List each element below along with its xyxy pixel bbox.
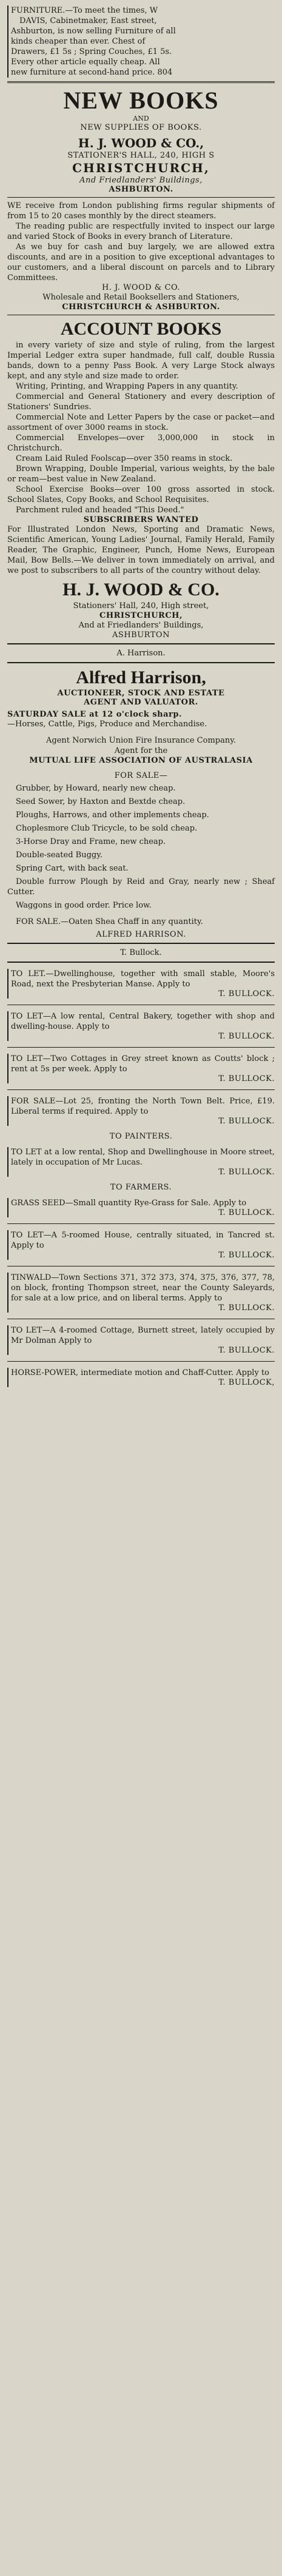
notice-text: TINWALD—Town Sections 371, 372 373, 374, 375, 376, 377, 78, on block, fronting Thompson street, near the County Saleyards, for sale at a low price, and on liberal terms. Apply to: [11, 1273, 275, 1303]
notice-signature: T. BULLOCK.: [218, 1074, 275, 1083]
divider: [7, 1223, 275, 1224]
bullock-ad: [7, 948, 275, 1387]
notice-text: TO LET—Two Cottages in Grey street known as Coutts' block ; rent at 5s per week. Apply to: [11, 1054, 275, 1074]
saturday-sale-2: —Horses, Cattle, Pigs, Produce and Merchandise.: [7, 720, 207, 729]
new-books-ad: [7, 87, 275, 312]
sale-item: Seed Sower, by Haxton and Bextde cheap.: [16, 797, 186, 806]
notice-text: TO LET—A 4-roomed Cottage, Burnett street, lately occupied by Mr Dolman Apply to: [11, 1326, 275, 1345]
account-para: Parchment ruled and headed "This Deed.": [16, 506, 184, 515]
bullock-notice: [7, 1325, 275, 1355]
bullock-notice: [7, 969, 275, 999]
harrison-role: AUCTIONEER, STOCK AND ESTATE: [57, 689, 225, 698]
new-books-title: NEW BOOKS: [63, 87, 219, 114]
sale-item: Waggons in good order. Price low.: [16, 901, 152, 910]
farmers-heading: TO FARMERS.: [110, 1183, 172, 1192]
harrison-signature: ALFRED HARRISON.: [96, 930, 186, 939]
bullock-notice: [7, 1198, 275, 1217]
divider: [7, 662, 275, 663]
firm-address: STATIONER'S HALL, 240, HIGH S: [67, 151, 215, 160]
ad1-line: FURNITURE.—To meet the times, W: [11, 6, 158, 15]
for-sale-label: FOR SALE—: [114, 771, 168, 780]
notice-text: TO LET—A 5-roomed House, centrally situated, in Tancred st. Apply to: [11, 1231, 275, 1250]
bullock-header: T. Bullock.: [120, 948, 162, 957]
account-para: Writing, Printing, and Wrapping Papers in any quantity.: [16, 382, 238, 391]
notice-signature: T. BULLOCK.: [218, 1346, 275, 1355]
account-books-ad: [7, 318, 275, 640]
sale-item: Double-seated Buggy.: [16, 851, 102, 860]
ad1-line: kinds cheaper than ever. Chest of: [11, 37, 146, 46]
firm-town-2: ASHBURTON: [112, 631, 170, 640]
firm-name-large: H. J. WOOD & CO.: [62, 580, 220, 600]
account-para: Commercial Note and Letter Papers by the case or packet—and assortment of over 3000 reams in stock.: [7, 413, 275, 432]
notice-signature: T. BULLOCK.: [218, 1251, 275, 1260]
account-para: Brown Wrapping, Double Imperial, various weights, by the bale or ream—best value in New Zealand.: [7, 464, 275, 484]
notice-signature: T. BULLOCK.: [218, 1032, 275, 1041]
agent-line-2: Agent for the: [114, 746, 168, 755]
notice-signature: T. BULLOCK,: [218, 1378, 275, 1387]
divider: [7, 1047, 275, 1048]
saturday-sale: SATURDAY SALE at 12 o'clock sharp.: [7, 710, 183, 719]
account-para: in every variety of size and style of ruling, from the largest Imperial Ledger extra super handmade, full calf, double Russia bands, down to a penny Pass Book. A very Large Stock always kept, and any style and size made to order.: [7, 341, 275, 381]
harrison-ad: [7, 648, 275, 939]
firm-address-2: And Friedlanders' Buildings,: [79, 176, 203, 185]
furniture-ad: [7, 5, 275, 78]
account-para: Cream Laid Ruled Foolscap—over 350 reams in stock.: [16, 454, 233, 463]
bullock-notice: [7, 1147, 275, 1177]
notice-text: GRASS SEED—Small quantity Rye-Grass for Sale. Apply to: [11, 1199, 247, 1208]
account-para: Commercial Envelopes—over 3,000,000 in stock in Christchurch.: [7, 433, 275, 453]
notice-signature: T. BULLOCK.: [218, 1208, 275, 1217]
sale-item: Double furrow Plough by Reid and Gray, nearly new ; Sheaf Cutter.: [7, 877, 275, 897]
account-para: School Exercise Books—over 100 gross assorted in stock. School Slates, Copy Books, and School Requisites.: [7, 485, 275, 504]
oaten-chaff: FOR SALE.—Oaten Shea Chaff in any quantity.: [16, 917, 203, 926]
subscribers-title: SUBSCRIBERS WANTED: [83, 515, 199, 524]
notice-text: TO LET at a low rental, Shop and Dwellinghouse in Moore street, lately in occupation of Mr Lucas.: [11, 1148, 275, 1167]
ad1-line: Every other article equally cheap. All: [11, 58, 160, 67]
sig-towns: CHRISTCHURCH & ASHBURTON.: [62, 303, 220, 312]
notice-signature: T. BULLOCK.: [218, 1168, 275, 1177]
sale-item: 3-Horse Dray and Frame, new cheap.: [16, 837, 166, 846]
bullock-notice: [7, 1011, 275, 1041]
ad1-line: Ashburton, is now selling Furniture of all: [11, 27, 176, 36]
notice-signature: T. BULLOCK.: [218, 1117, 275, 1126]
agent-line: Agent Norwich Union Fire Insurance Company.: [46, 736, 236, 745]
sale-item: Choplesmore Club Tricycle, to be sold cheap.: [16, 824, 198, 833]
subscribers-text: For Illustrated London News, Sporting and Dramatic News, Scientific American, Young Ladies' Journal, Family Herald, Family Reader, The Graphic, Engineer, Punch, Home News, European Mail, Bow Bells.—We deliver in town immediately on arrival, and we post to subscribers to all parts of the country without delay.: [7, 525, 275, 575]
divider: [7, 197, 275, 198]
sale-item: Ploughs, Harrows, and other implements cheap.: [16, 811, 209, 820]
sig-firm: H. J. WOOD & CO.: [102, 283, 180, 292]
divider: [7, 943, 275, 944]
divider: [7, 962, 275, 963]
notice-text: HORSE-POWER, intermediate motion and Chaff-Cutter. Apply to: [11, 1368, 269, 1377]
bullock-notice: [7, 1368, 275, 1387]
account-books-title: ACCOUNT BOOKS: [60, 319, 222, 339]
sig-line: Wholesale and Retail Booksellers and Stationers,: [42, 293, 240, 302]
ad1-line: DAVIS, Cabinetmaker, East street,: [19, 16, 157, 25]
firm-name: H. J. WOOD & CO.,: [78, 136, 204, 150]
notice-text: FOR SALE—Lot 25, fronting the North Town Belt. Price, £19. Liberal terms if required. Apply to: [11, 1097, 275, 1116]
newspaper-column: [7, 0, 275, 1387]
divider: [7, 1089, 275, 1090]
notice-text: TO LET—A low rental, Central Bakery, together with shop and dwelling-house. Apply to: [11, 1012, 275, 1031]
and-label: AND: [133, 115, 149, 122]
firm-town: CHRISTCHURCH,: [72, 161, 210, 175]
harrison-name: Alfred Harrison,: [76, 667, 206, 687]
divider: [7, 81, 275, 83]
bullock-notice: [7, 1230, 275, 1260]
painters-heading: TO PAINTERS.: [109, 1132, 173, 1141]
bullock-notice: [7, 1096, 275, 1126]
divider: [7, 1361, 275, 1362]
books-para: WE receive from London publishing firms regular shipments of from 15 to 20 cases monthly by the direct steamers.: [7, 201, 275, 221]
ad1-line: Drawers, £1 5s ; Spring Couches, £1 5s.: [11, 47, 172, 56]
firm-address-2: And at Friedlanders' Buildings,: [78, 621, 204, 630]
firm-address: Stationers' Hall, 240, High street,: [73, 601, 209, 611]
ad1-line: new furniture at second-hand price. 804: [11, 68, 173, 77]
agent-mutual: MUTUAL LIFE ASSOCIATION OF AUSTRALASIA: [29, 756, 253, 765]
new-books-subtitle: NEW SUPPLIES OF BOOKS.: [80, 123, 202, 132]
firm-town-2: ASHBURTON.: [109, 185, 173, 194]
bullock-notice: [7, 1273, 275, 1313]
notice-text: TO LET.—Dwellinghouse, together with small stable, Moore's Road, next the Presbyterian Manse. Apply to: [11, 969, 275, 989]
firm-town: CHRISTCHURCH,: [99, 611, 183, 620]
books-para: The reading public are respectfully invited to inspect our large and varied Stock of Books in every branch of Literature.: [7, 222, 275, 241]
sale-item: Spring Cart, with back seat.: [16, 864, 129, 873]
books-para: As we buy for cash and buy largely, we are allowed extra discounts, and are in a position to give exceptional advantages to our customers, and a liberal discount on parcels and to Library Committees.: [7, 243, 275, 283]
notice-signature: T. BULLOCK.: [218, 989, 275, 999]
notice-signature: T. BULLOCK.: [218, 1303, 275, 1313]
sale-item: Grubber, by Howard, nearly new cheap.: [16, 784, 176, 793]
account-para: Commercial and General Stationery and every description of Stationers' Sundries.: [7, 392, 275, 412]
harrison-role-2: AGENT AND VALUATOR.: [84, 698, 198, 707]
bullock-notice: [7, 1054, 275, 1083]
harrison-header: A. Harrison.: [116, 649, 166, 658]
divider: [7, 643, 275, 644]
